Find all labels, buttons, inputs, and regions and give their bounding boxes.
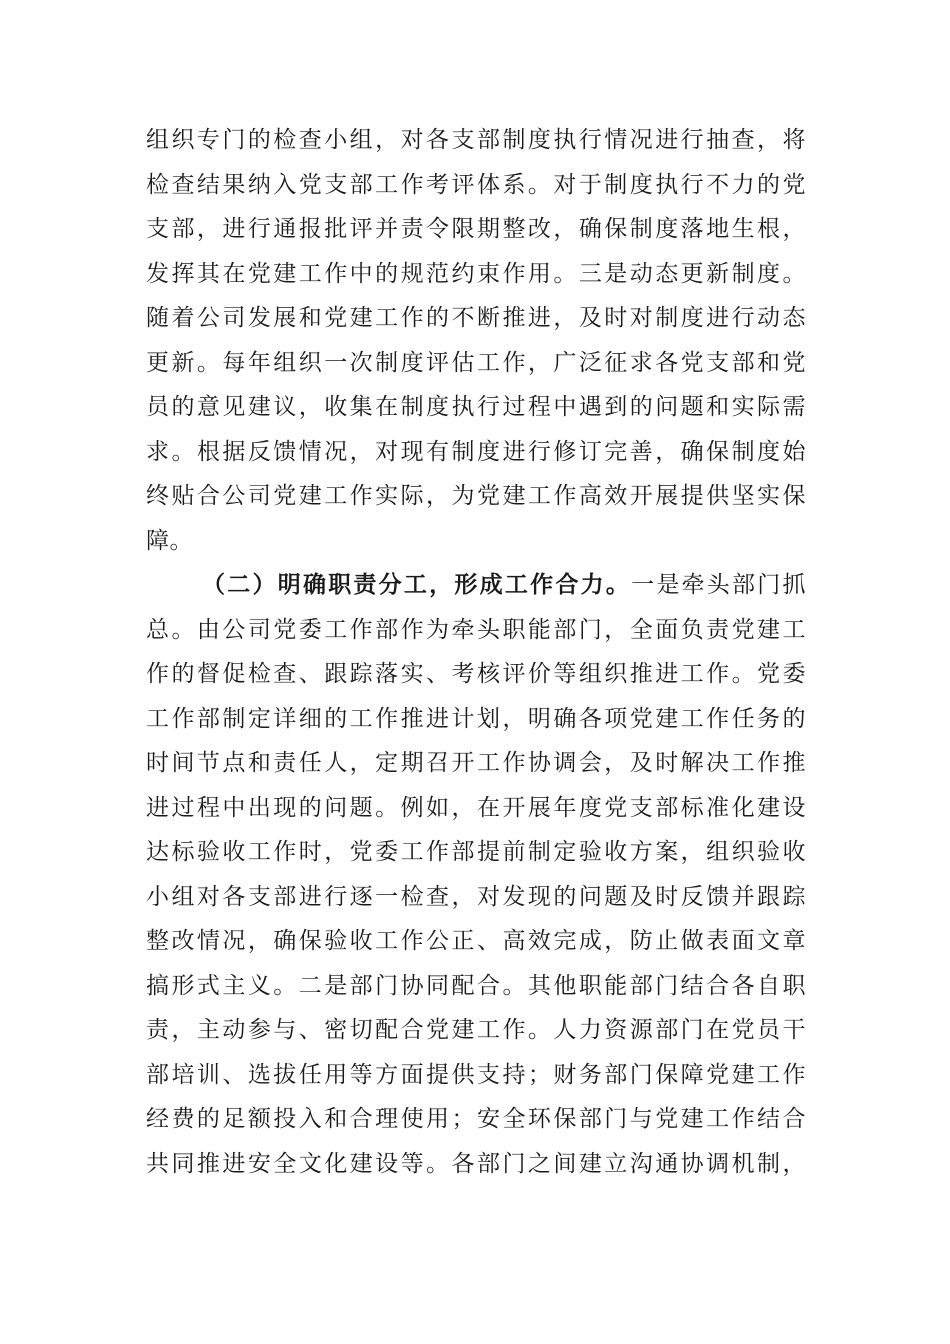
text-line: 检查结果纳入党支部工作考评体系。对于制度执行不力的党: [146, 171, 806, 198]
text-line: 共同推进安全文化建设等。各部门之间建立沟通协调机制，: [146, 1150, 806, 1177]
text-line: 更新。每年组织一次制度评估工作，广泛征求各党支部和党: [146, 349, 806, 376]
text-line: 员的意见建议，收集在制度执行过程中遇到的问题和实际需: [146, 394, 806, 420]
text-line: 随着公司发展和党建工作的不断推进，及时对制度进行动态: [146, 305, 806, 331]
text-line: 部培训、选拔任用等方面提供支持；财务部门保障党建工作: [146, 1061, 806, 1088]
text-line: 责，主动参与、密切配合党建工作。人力资源部门在党员干: [146, 1017, 806, 1043]
text-line: 时间节点和责任人，定期召开工作协调会，及时解决工作推: [146, 750, 806, 776]
text-line: 作的督促检查、跟踪落实、考核评价等组织推进工作。党委: [146, 661, 806, 687]
text-line: 整改情况，确保验收工作公正、高效完成，防止做表面文章: [146, 928, 806, 954]
text-line: 达标验收工作时，党委工作部提前制定验收方案，组织验收: [146, 839, 806, 865]
section-heading-line: [146, 563, 806, 608]
text-line: 组织专门的检查小组，对各支部制度执行情况进行抽查，将: [146, 127, 806, 153]
text-line: 工作部制定详细的工作推进计划，明确各项党建工作任务的: [146, 705, 806, 732]
text-line: 终贴合公司党建工作实际，为党建工作高效开展提供坚实保: [146, 483, 806, 509]
text-line: 支部，进行通报批评并责令限期整改，确保制度落地生根，: [146, 216, 806, 242]
text-line: 发挥其在党建工作中的规范约束作用。三是动态更新制度。: [146, 260, 806, 287]
section-heading: （二）明确职责分工，形成工作合力。: [202, 571, 632, 598]
text-line: 搞形式主义。二是部门协同配合。其他职能部门结合各自职: [146, 972, 806, 999]
text-line: 进过程中出现的问题。例如，在开展年度党支部标准化建设: [146, 794, 806, 821]
text-line: 求。根据反馈情况，对现有制度进行修订完善，确保制度始: [146, 438, 806, 465]
section-heading-rest: 一是牵头部门抓: [631, 572, 807, 598]
text-line: 小组对各支部进行逐一检查，对发现的问题及时反馈并跟踪: [146, 883, 806, 910]
text-line: 总。由公司党委工作部作为牵头职能部门，全面负责党建工: [146, 616, 806, 643]
text-line: 障。: [146, 527, 193, 554]
text-line: 经费的足额投入和合理使用；安全环保部门与党建工作结合: [146, 1106, 806, 1132]
document-body: [146, 118, 806, 1186]
